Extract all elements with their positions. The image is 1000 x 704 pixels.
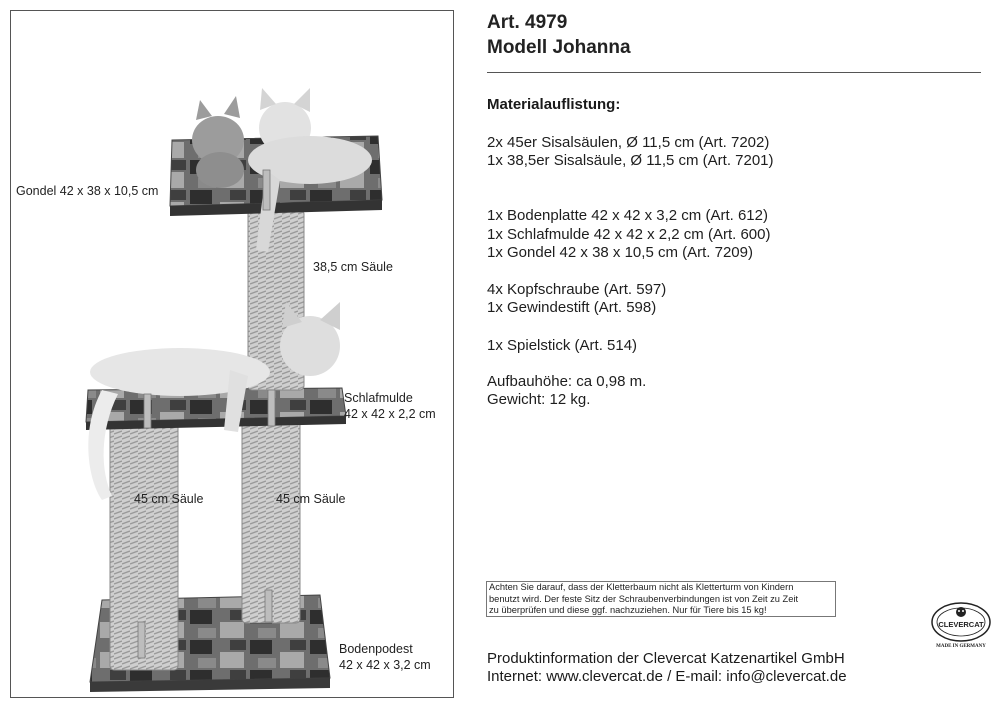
material-item: 1x Gondel 42 x 38 x 10,5 cm (Art. 7209) bbox=[487, 244, 753, 261]
notice-line: Achten Sie darauf, dass der Kletterbaum nicht als Kletterturm von Kindern bbox=[489, 582, 794, 592]
materials-heading: Materialauflistung: bbox=[487, 96, 621, 113]
article-number: Art. 4979 bbox=[487, 12, 568, 33]
material-item: 1x Spielstick (Art. 514) bbox=[487, 337, 638, 354]
material-item: 1x Schlafmulde 42 x 42 x 2,2 cm (Art. 600) bbox=[487, 226, 771, 243]
weight: Gewicht: 12 kg. bbox=[487, 391, 591, 408]
label-gondel: Gondel 42 x 38 x 10,5 cm bbox=[16, 184, 159, 198]
notice-line: zu überprüfen und diese ggf. nachzuziehen. Nur für Tiere bis 15 kg! bbox=[489, 605, 767, 615]
label-saeule-left: 45 cm Säule bbox=[134, 492, 204, 506]
material-item: 2x 45er Sisalsäulen, Ø 11,5 cm (Art. 7202) bbox=[487, 134, 770, 151]
label-schlafmulde: Schlafmulde bbox=[344, 391, 413, 405]
label-saeule-right: 45 cm Säule bbox=[276, 492, 346, 506]
logo-brand: CLEVERCAT bbox=[938, 620, 984, 629]
divider bbox=[487, 72, 981, 73]
label-bodenpodest-size: 42 x 42 x 3,2 cm bbox=[339, 658, 431, 672]
material-item: 1x Gewindestift (Art. 598) bbox=[487, 299, 657, 316]
material-item: 1x Bodenplatte 42 x 42 x 3,2 cm (Art. 612) bbox=[487, 207, 768, 224]
label-schlafmulde-size: 42 x 42 x 2,2 cm bbox=[344, 407, 436, 421]
product-photo bbox=[10, 10, 454, 698]
safety-notice bbox=[486, 581, 836, 617]
cat-top-left bbox=[192, 96, 244, 188]
label-bodenpodest: Bodenpodest bbox=[339, 642, 413, 656]
footer-company: Produktinformation der Clevercat Katzenartikel GmbH bbox=[487, 650, 845, 667]
notice-line: benutzt wird. Der feste Sitz der Schraubenverbindungen ist von Zeit zu Zeit bbox=[489, 593, 799, 604]
material-item: 1x 38,5er Sisalsäule, Ø 11,5 cm (Art. 7201) bbox=[487, 152, 774, 169]
label-saeule-top: 38,5 cm Säule bbox=[313, 260, 393, 274]
sleeping-bed bbox=[86, 388, 346, 430]
footer-contact: Internet: www.clevercat.de / E-mail: info@clevercat.de bbox=[487, 668, 847, 685]
logo-tagline: MADE IN GERMANY bbox=[936, 644, 986, 649]
clevercat-logo bbox=[930, 600, 992, 650]
material-item: 4x Kopfschraube (Art. 597) bbox=[487, 281, 667, 298]
model-name: Modell Johanna bbox=[487, 37, 631, 58]
build-height: Aufbauhöhe: ca 0,98 m. bbox=[487, 373, 647, 390]
